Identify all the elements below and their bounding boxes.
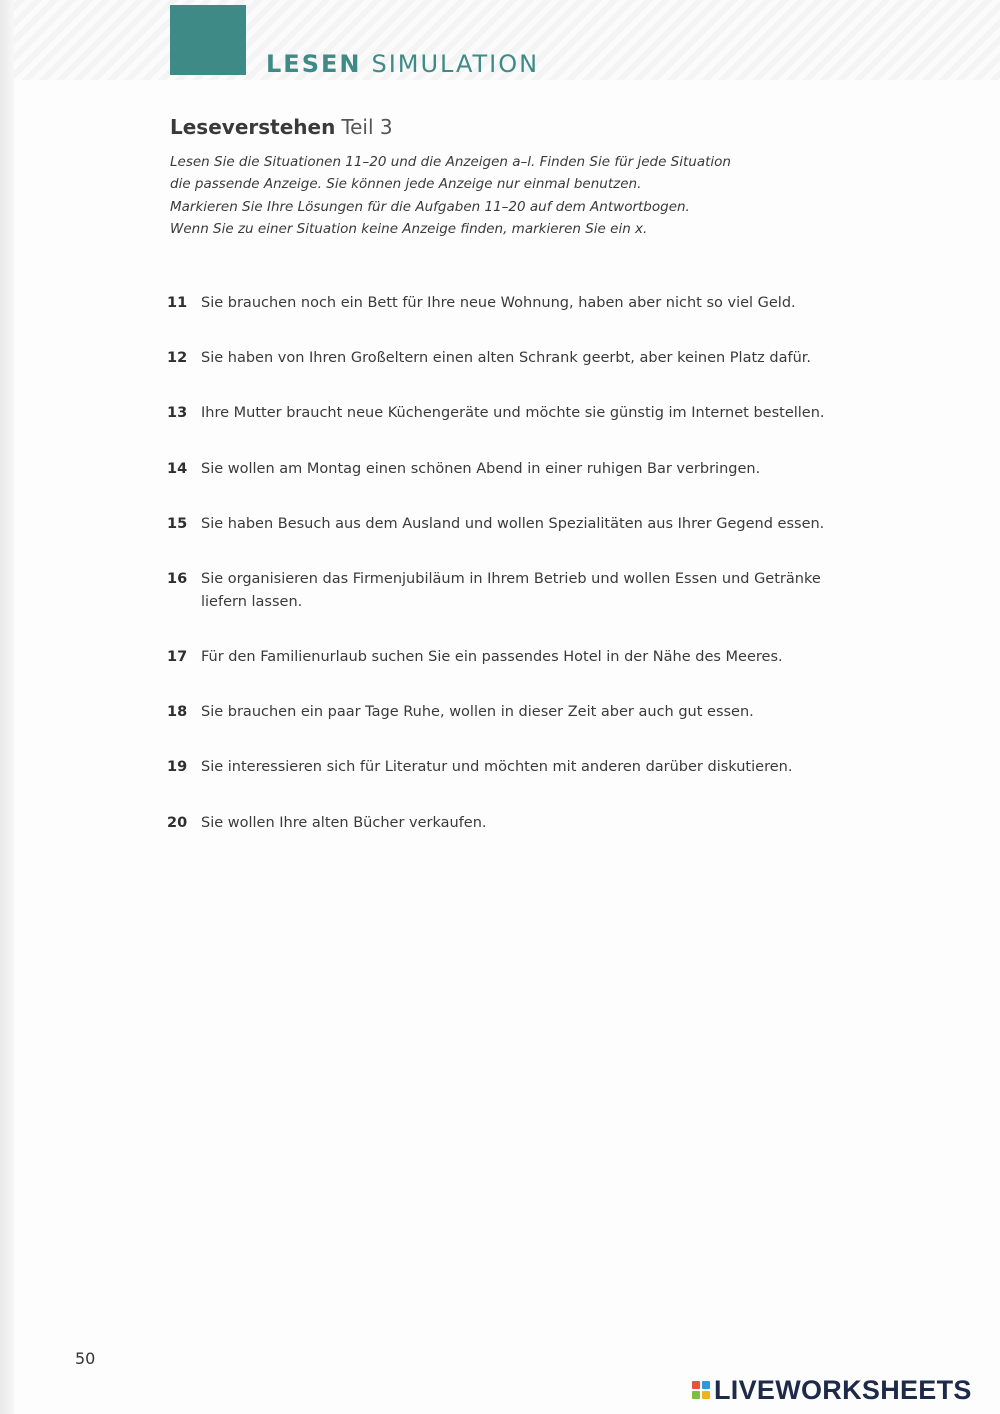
- situation-text: Sie organisieren das Firmenjubiläum in Ihrem Betrieb und wollen Essen und Getränke liefern lassen.: [201, 571, 821, 610]
- situation-number: 14: [167, 461, 188, 477]
- situation-number: 18: [167, 704, 188, 720]
- situation-item: [167, 568, 847, 614]
- situation-number: 12: [167, 350, 188, 366]
- situation-text: Sie haben Besuch aus dem Ausland und wollen Spezialitäten aus Ihrer Gegend essen.: [201, 516, 825, 532]
- situation-item: [167, 812, 847, 835]
- situation-item: [167, 646, 847, 669]
- situation-item: [167, 756, 847, 779]
- situation-text: Sie brauchen noch ein Bett für Ihre neue Wohnung, haben aber nicht so viel Geld.: [201, 295, 796, 311]
- page-number: 50: [75, 1349, 96, 1368]
- instruction-line: Wenn Sie zu einer Situation keine Anzeige finden, markieren Sie ein x.: [170, 220, 648, 237]
- situation-number: 16: [167, 571, 188, 587]
- situation-text: Ihre Mutter braucht neue Küchengeräte und möchte sie günstig im Internet bestellen.: [201, 405, 825, 421]
- header-title-bold: LESEN: [266, 50, 362, 78]
- instructions-block: [170, 151, 790, 240]
- section-title-bold: Leseverstehen: [170, 115, 336, 139]
- liveworksheets-logo-text: LIVEWORKSHEETS: [714, 1374, 972, 1405]
- situation-text: Sie wollen Ihre alten Bücher verkaufen.: [201, 815, 487, 831]
- situation-number: 13: [167, 405, 188, 421]
- header-title-light: SIMULATION: [371, 50, 540, 78]
- liveworksheets-logo: [692, 1374, 972, 1406]
- liveworksheets-logo-icon: [692, 1381, 710, 1399]
- situation-number: 11: [167, 295, 188, 311]
- situation-text: Sie brauchen ein paar Tage Ruhe, wollen in dieser Zeit aber auch gut essen.: [201, 704, 754, 720]
- page-header-title: [266, 50, 539, 78]
- situation-item: [167, 347, 847, 370]
- situation-text: Sie interessieren sich für Literatur und möchten mit anderen darüber diskutieren.: [201, 759, 793, 775]
- instruction-line: Markieren Sie Ihre Lösungen für die Aufgaben 11–20 auf dem Antwortbogen.: [170, 198, 690, 215]
- situation-number: 20: [167, 815, 188, 831]
- situation-text: Sie haben von Ihren Großeltern einen alten Schrank geerbt, aber keinen Platz dafür.: [201, 350, 811, 366]
- situation-number: 19: [167, 759, 188, 775]
- instruction-line: Lesen Sie die Situationen 11–20 und die Anzeigen a–l. Finden Sie für jede Situation: [170, 154, 731, 170]
- situation-number: 17: [167, 649, 188, 665]
- section-title-part: Teil 3: [341, 115, 393, 139]
- page-binding-edge: [0, 0, 14, 1414]
- situation-item: [167, 292, 847, 315]
- situation-item: [167, 458, 847, 481]
- situation-item: [167, 513, 847, 536]
- situation-text: Sie wollen am Montag einen schönen Abend in einer ruhigen Bar verbringen.: [201, 461, 761, 477]
- header-color-block: [170, 5, 246, 75]
- instruction-line: die passende Anzeige. Sie können jede Anzeige nur einmal benutzen.: [170, 176, 642, 193]
- situation-item: [167, 701, 847, 724]
- situation-number: 15: [167, 516, 188, 532]
- situation-text: Für den Familienurlaub suchen Sie ein passendes Hotel in der Nähe des Meeres.: [201, 649, 783, 665]
- situation-item: [167, 402, 847, 425]
- section-title: [170, 115, 393, 139]
